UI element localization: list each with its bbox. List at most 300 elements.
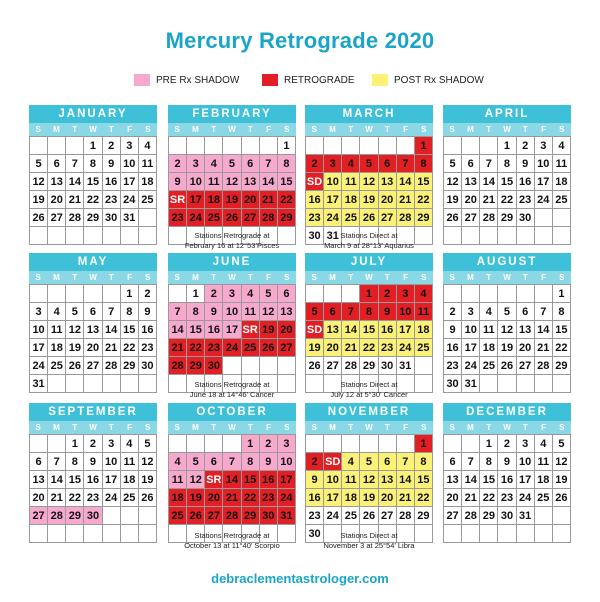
day-cell — [553, 507, 571, 525]
day-cell: 12 — [139, 453, 157, 471]
day-grid — [443, 284, 571, 393]
day-cell: 25 — [205, 209, 223, 227]
day-cell: 2 — [139, 285, 157, 303]
day-grid — [168, 136, 296, 245]
day-cell: 26 — [498, 357, 516, 375]
day-cell: 21 — [535, 339, 553, 357]
day-cell: 27 — [84, 357, 102, 375]
day-cell: 9 — [260, 453, 278, 471]
weekday-label: S — [449, 125, 455, 134]
day-cell: 22 — [278, 191, 296, 209]
day-cell: 6 — [444, 453, 462, 471]
station-note-line1: Stations Direct at — [340, 231, 398, 240]
legend-swatch-pre — [134, 74, 150, 86]
day-cell: 12 — [553, 453, 571, 471]
day-cell: 13 — [379, 173, 397, 191]
day-cell — [103, 227, 121, 245]
day-cell: 17 — [223, 321, 241, 339]
day-cell: 8 — [498, 155, 516, 173]
day-cell: 31 — [462, 375, 480, 393]
day-cell — [535, 507, 553, 525]
day-cell: 3 — [535, 137, 553, 155]
weekday-label: S — [35, 125, 41, 134]
weekday-label: S — [174, 273, 180, 282]
day-cell: 19 — [223, 191, 241, 209]
day-cell: 19 — [306, 339, 324, 357]
day-cell: 10 — [397, 303, 415, 321]
day-cell — [48, 227, 66, 245]
day-cell: 12 — [444, 173, 462, 191]
weekday-header — [168, 123, 296, 136]
day-cell: 14 — [535, 321, 553, 339]
day-cell: 22 — [66, 489, 84, 507]
day-cell: 13 — [278, 303, 296, 321]
day-cell: 6 — [379, 155, 397, 173]
day-cell: 15 — [553, 321, 571, 339]
day-cell: 3 — [517, 435, 535, 453]
day-cell: 8 — [278, 155, 296, 173]
day-cell: 27 — [379, 209, 397, 227]
weekday-label: T — [211, 423, 217, 432]
day-cell — [187, 137, 205, 155]
day-cell: 17 — [324, 489, 342, 507]
station-direct-day: SD — [306, 321, 324, 339]
station-retrograde-day: SR — [205, 471, 223, 489]
day-cell — [553, 525, 571, 543]
day-cell: 1 — [553, 285, 571, 303]
legend-label-post: POST Rx SHADOW — [394, 74, 484, 86]
month-august — [443, 253, 571, 393]
day-cell: 26 — [30, 209, 48, 227]
day-cell — [66, 285, 84, 303]
day-grid — [29, 284, 157, 393]
station-direct-day: SD — [306, 173, 324, 191]
weekday-label: M — [192, 125, 199, 134]
legend — [0, 74, 600, 90]
day-cell — [242, 137, 260, 155]
day-cell: 21 — [397, 489, 415, 507]
day-cell — [169, 285, 187, 303]
day-cell: 20 — [84, 339, 102, 357]
weekday-label: T — [247, 125, 253, 134]
day-cell: 18 — [342, 489, 360, 507]
day-cell: 25 — [342, 209, 360, 227]
weekday-label: F — [403, 125, 408, 134]
weekday-label: S — [311, 423, 317, 432]
day-cell: 29 — [66, 507, 84, 525]
day-cell: 6 — [324, 303, 342, 321]
day-cell — [342, 137, 360, 155]
day-cell — [169, 137, 187, 155]
day-cell: 23 — [379, 339, 397, 357]
day-cell: 19 — [187, 489, 205, 507]
day-cell: 1 — [84, 137, 102, 155]
day-cell: 1 — [278, 137, 296, 155]
day-cell — [415, 357, 433, 375]
day-cell: 7 — [462, 453, 480, 471]
weekday-label: W — [503, 273, 511, 282]
day-cell: 8 — [553, 303, 571, 321]
day-cell: 15 — [66, 471, 84, 489]
weekday-label: M — [329, 125, 336, 134]
weekday-label: W — [228, 273, 236, 282]
day-cell: 6 — [242, 155, 260, 173]
day-cell: 23 — [260, 489, 278, 507]
weekday-label: T — [211, 273, 217, 282]
day-cell: 2 — [444, 303, 462, 321]
day-cell: 9 — [139, 303, 157, 321]
day-cell: 27 — [324, 357, 342, 375]
month-june — [168, 253, 296, 393]
day-cell: 12 — [360, 173, 378, 191]
month-name: OCTOBER — [168, 403, 296, 421]
day-cell — [306, 435, 324, 453]
day-cell: 3 — [103, 435, 121, 453]
day-cell: 18 — [342, 191, 360, 209]
day-grid — [443, 434, 571, 543]
day-cell: 19 — [360, 191, 378, 209]
day-cell: 29 — [187, 357, 205, 375]
day-cell: 14 — [480, 173, 498, 191]
day-cell: 23 — [139, 339, 157, 357]
day-cell: 18 — [415, 321, 433, 339]
weekday-label: T — [72, 423, 78, 432]
day-cell: 5 — [30, 155, 48, 173]
day-cell: 23 — [306, 507, 324, 525]
day-cell — [103, 375, 121, 393]
day-cell: 9 — [306, 471, 324, 489]
day-cell: 1 — [415, 137, 433, 155]
day-grid — [168, 284, 296, 393]
day-cell: 29 — [415, 209, 433, 227]
day-cell: 27 — [205, 507, 223, 525]
day-cell: 8 — [121, 303, 139, 321]
day-cell: 13 — [517, 321, 535, 339]
day-cell: 4 — [121, 435, 139, 453]
day-cell: 7 — [103, 303, 121, 321]
day-cell — [30, 137, 48, 155]
day-cell: 15 — [121, 321, 139, 339]
day-cell: 6 — [278, 285, 296, 303]
weekday-label: F — [541, 273, 546, 282]
day-cell — [66, 525, 84, 543]
day-cell: 17 — [324, 191, 342, 209]
day-cell — [397, 137, 415, 155]
day-cell: 17 — [103, 471, 121, 489]
day-cell: 8 — [66, 453, 84, 471]
day-cell: 16 — [306, 489, 324, 507]
day-cell — [498, 375, 516, 393]
day-cell: 7 — [397, 155, 415, 173]
day-cell: 22 — [187, 339, 205, 357]
day-cell — [139, 209, 157, 227]
weekday-label: F — [127, 273, 132, 282]
station-retrograde-day: SR — [242, 321, 260, 339]
day-cell: 24 — [324, 507, 342, 525]
day-cell: 4 — [48, 303, 66, 321]
day-cell: 31 — [397, 357, 415, 375]
day-cell: 22 — [242, 489, 260, 507]
day-cell: 27 — [517, 357, 535, 375]
day-cell: 18 — [169, 489, 187, 507]
day-cell — [139, 507, 157, 525]
day-cell: 23 — [103, 191, 121, 209]
day-cell: 15 — [415, 173, 433, 191]
day-cell: 20 — [379, 489, 397, 507]
day-cell: 9 — [498, 453, 516, 471]
day-cell — [48, 285, 66, 303]
day-cell: 17 — [121, 173, 139, 191]
day-cell: 10 — [103, 453, 121, 471]
day-cell: 22 — [415, 191, 433, 209]
day-cell: 17 — [397, 321, 415, 339]
station-note-line2: November 3 at 25°54’ Libra — [323, 541, 415, 550]
weekday-label: M — [53, 273, 60, 282]
weekday-label: S — [145, 125, 151, 134]
day-cell: 19 — [260, 321, 278, 339]
month-name: JANUARY — [29, 105, 157, 123]
weekday-label: W — [503, 423, 511, 432]
weekday-header — [305, 271, 433, 284]
month-october — [168, 403, 296, 543]
day-cell: 30 — [205, 357, 223, 375]
day-cell: 14 — [169, 321, 187, 339]
day-cell: 12 — [260, 303, 278, 321]
day-cell — [498, 227, 516, 245]
station-note — [284, 231, 454, 251]
day-cell: 11 — [169, 471, 187, 489]
weekday-label: M — [467, 423, 474, 432]
day-cell: 24 — [223, 339, 241, 357]
day-cell: 11 — [553, 155, 571, 173]
day-cell: 21 — [223, 489, 241, 507]
day-cell: 14 — [66, 173, 84, 191]
day-cell — [121, 227, 139, 245]
day-cell: 17 — [278, 471, 296, 489]
day-cell: 2 — [306, 155, 324, 173]
month-name: AUGUST — [443, 253, 571, 271]
station-retrograde-day: SR — [169, 191, 187, 209]
day-cell: 30 — [517, 209, 535, 227]
day-cell — [66, 227, 84, 245]
weekday-label: M — [467, 125, 474, 134]
day-cell: 13 — [462, 173, 480, 191]
day-cell: 5 — [498, 303, 516, 321]
weekday-label: W — [228, 125, 236, 134]
day-cell: 7 — [66, 155, 84, 173]
day-cell: 21 — [66, 191, 84, 209]
day-cell: 23 — [205, 339, 223, 357]
day-cell: 26 — [187, 507, 205, 525]
weekday-label: S — [421, 423, 427, 432]
month-name: MARCH — [305, 105, 433, 123]
weekday-label: M — [329, 423, 336, 432]
day-cell: 27 — [444, 507, 462, 525]
day-cell: 4 — [480, 303, 498, 321]
station-note-line2: June 18 at 14°46’ Cancer — [189, 390, 275, 399]
day-cell: 11 — [535, 453, 553, 471]
day-cell — [462, 435, 480, 453]
day-cell — [306, 137, 324, 155]
day-cell: 15 — [242, 471, 260, 489]
weekday-label: T — [486, 423, 492, 432]
station-note-line2: March 9 at 28°13’ Aquarius — [324, 241, 414, 250]
weekday-label: S — [145, 423, 151, 432]
day-cell: 20 — [48, 191, 66, 209]
day-cell: 24 — [187, 209, 205, 227]
day-cell — [242, 357, 260, 375]
month-november — [305, 403, 433, 543]
day-cell — [360, 137, 378, 155]
day-cell — [480, 285, 498, 303]
day-cell: 30 — [498, 507, 516, 525]
weekday-label: F — [403, 423, 408, 432]
day-cell: 21 — [48, 489, 66, 507]
month-july — [305, 253, 433, 393]
day-cell: 7 — [480, 155, 498, 173]
station-note-line2: October 13 at 11°40’ Scorpio — [184, 541, 280, 550]
day-cell: 24 — [397, 339, 415, 357]
weekday-label: T — [384, 125, 390, 134]
day-cell: 19 — [139, 471, 157, 489]
day-cell: 8 — [187, 303, 205, 321]
day-cell: 26 — [66, 357, 84, 375]
month-may — [29, 253, 157, 393]
day-cell: 10 — [278, 453, 296, 471]
day-cell: 17 — [30, 339, 48, 357]
day-cell: 4 — [415, 285, 433, 303]
day-cell: 15 — [84, 173, 102, 191]
day-cell: 14 — [48, 471, 66, 489]
day-cell: 1 — [480, 435, 498, 453]
day-cell — [444, 435, 462, 453]
day-cell: 1 — [187, 285, 205, 303]
weekday-label: S — [35, 423, 41, 432]
weekday-label: T — [211, 125, 217, 134]
month-name: FEBRUARY — [168, 105, 296, 123]
day-cell — [462, 137, 480, 155]
day-cell: 2 — [169, 155, 187, 173]
day-cell — [205, 435, 223, 453]
day-cell: 16 — [498, 471, 516, 489]
day-cell: 29 — [84, 209, 102, 227]
day-cell: 25 — [139, 191, 157, 209]
weekday-label: T — [486, 273, 492, 282]
day-cell: 19 — [30, 191, 48, 209]
day-cell — [30, 227, 48, 245]
weekday-header — [168, 271, 296, 284]
day-cell — [260, 357, 278, 375]
day-cell: 5 — [360, 453, 378, 471]
day-cell: 6 — [462, 155, 480, 173]
day-cell — [223, 357, 241, 375]
day-cell — [84, 375, 102, 393]
weekday-label: T — [108, 423, 114, 432]
station-note-line1: Stations Direct at — [340, 380, 398, 389]
day-cell — [30, 435, 48, 453]
legend-label-rx: RETROGRADE — [284, 74, 355, 86]
weekday-label: T — [348, 273, 354, 282]
weekday-label: S — [559, 125, 565, 134]
day-cell: 25 — [242, 339, 260, 357]
day-cell: 10 — [324, 471, 342, 489]
day-cell: 13 — [30, 471, 48, 489]
day-cell — [480, 227, 498, 245]
weekday-label: M — [53, 423, 60, 432]
day-cell: 26 — [260, 339, 278, 357]
day-cell: 20 — [278, 321, 296, 339]
weekday-label: S — [284, 423, 290, 432]
weekday-label: S — [559, 273, 565, 282]
weekday-label: F — [541, 423, 546, 432]
day-cell: 29 — [242, 507, 260, 525]
day-cell: 9 — [517, 155, 535, 173]
day-cell: 11 — [205, 173, 223, 191]
weekday-label: F — [127, 423, 132, 432]
day-cell: 29 — [278, 209, 296, 227]
day-cell: 18 — [535, 471, 553, 489]
page-title: Mercury Retrograde 2020 — [165, 28, 435, 53]
day-cell: 20 — [205, 489, 223, 507]
weekday-label: T — [384, 273, 390, 282]
day-cell: 1 — [360, 285, 378, 303]
day-cell: 19 — [66, 339, 84, 357]
day-cell — [30, 525, 48, 543]
day-cell — [48, 375, 66, 393]
weekday-label: W — [228, 423, 236, 432]
day-cell — [205, 137, 223, 155]
day-cell: 28 — [397, 507, 415, 525]
day-cell: 5 — [306, 303, 324, 321]
day-cell — [397, 435, 415, 453]
day-cell — [103, 285, 121, 303]
day-cell: 26 — [139, 489, 157, 507]
month-name: JUNE — [168, 253, 296, 271]
day-cell: 3 — [223, 285, 241, 303]
day-cell: 16 — [379, 321, 397, 339]
day-cell — [48, 137, 66, 155]
day-cell: 11 — [342, 173, 360, 191]
day-cell: 26 — [360, 507, 378, 525]
day-cell: 18 — [205, 191, 223, 209]
day-cell: 15 — [480, 471, 498, 489]
day-cell: 20 — [379, 191, 397, 209]
day-cell — [223, 435, 241, 453]
day-grid — [305, 136, 433, 245]
day-cell: 6 — [205, 453, 223, 471]
day-cell — [66, 137, 84, 155]
month-september — [29, 403, 157, 543]
day-cell: 26 — [223, 209, 241, 227]
weekday-label: W — [89, 125, 97, 134]
weekday-label: S — [559, 423, 565, 432]
weekday-label: T — [486, 125, 492, 134]
weekday-label: S — [421, 125, 427, 134]
day-cell: 2 — [260, 435, 278, 453]
day-cell — [535, 285, 553, 303]
day-cell: 17 — [462, 339, 480, 357]
day-cell: 10 — [462, 321, 480, 339]
day-cell: 10 — [223, 303, 241, 321]
day-cell: 23 — [498, 489, 516, 507]
day-cell: 26 — [553, 489, 571, 507]
footer-url[interactable]: debraclementastrologer.com — [211, 571, 389, 586]
month-name: SEPTEMBER — [29, 403, 157, 421]
day-cell: 18 — [139, 173, 157, 191]
day-cell — [517, 375, 535, 393]
day-cell: 25 — [121, 489, 139, 507]
day-cell: 3 — [30, 303, 48, 321]
